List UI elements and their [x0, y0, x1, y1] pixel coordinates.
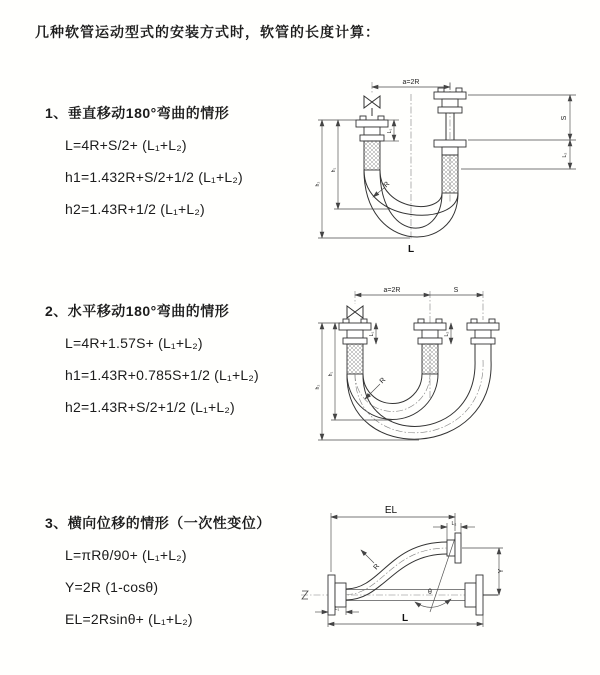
formula-l: L=4R+S/2+ (L₁+L₂) [65, 137, 187, 153]
dim-label-h1: h₁ [328, 371, 334, 377]
dim-label-l1: L₁ [334, 606, 340, 612]
dim-label-r: R [372, 562, 382, 572]
diagram-horizontal-move-180-bend [300, 280, 600, 460]
diagram-vertical-move-180-bend [300, 70, 600, 260]
dim-label-r: R [378, 376, 388, 386]
dim-label-theta: θ [428, 589, 432, 596]
dim-label-a2r: a=2R [383, 287, 401, 294]
right-flange [467, 319, 499, 344]
dim-label-l1: L₁ [369, 331, 375, 337]
formula-h2: h2=1.43R+S/2+1/2 (L₁+L₂) [65, 399, 235, 415]
dim-label-r: R [382, 180, 392, 190]
dim-label-s: S [561, 115, 568, 121]
formula-el: EL=2Rsinθ+ (L₁+L₂) [65, 611, 193, 627]
dim-label-l: L [407, 244, 415, 255]
dim-label-l1: L₁ [387, 128, 393, 134]
centerlines [355, 291, 483, 400]
right-flange-lower [434, 140, 466, 155]
dim-label-y: Y [498, 568, 505, 574]
left-flange [339, 319, 371, 344]
dim-label-h2: h₂ [315, 181, 321, 187]
section-3-heading: 3、横向位移的情形（一次性变位） [45, 515, 271, 531]
dim-label-h1: h₁ [331, 167, 337, 173]
left-flange [356, 116, 388, 141]
section-lateral-displacement [45, 513, 315, 635]
diagram-lateral-displacement [295, 500, 600, 650]
dim-label-el: EL [384, 505, 398, 516]
section-2-heading: 2、水平移动180°弯曲的情形 [45, 303, 230, 319]
dim-label-a2r: a=2R [402, 79, 420, 86]
dim-label-s: S [453, 287, 459, 294]
formula-l: L=4R+1.57S+ (L₁+L₂) [65, 335, 203, 351]
formula-h1: h1=1.432R+S/2+1/2 (L₁+L₂) [65, 169, 243, 185]
dimensions [315, 287, 483, 440]
formula-y: Y=2R (1-cosθ) [65, 579, 159, 595]
angle-construction [361, 538, 455, 612]
section-vertical-move [45, 103, 315, 225]
centerlines [372, 82, 450, 240]
hose [347, 344, 491, 439]
dim-label-l2: L₂ [562, 152, 568, 158]
right-flange-upper [434, 88, 466, 113]
right-pipe [475, 344, 491, 360]
formula-h1: h1=1.43R+0.785S+1/2 (L₁+L₂) [65, 367, 259, 383]
page-title: 几种软管运动型式的安装方式时，软管的长度计算： [35, 24, 380, 40]
formula-h2: h2=1.43R+1/2 (L₁+L₂) [65, 201, 205, 217]
section-1-heading: 1、垂直移动180°弯曲的情形 [45, 105, 230, 121]
valve-icon [364, 96, 380, 116]
dim-label-l2: L₂ [444, 331, 450, 337]
valve-icon [347, 306, 363, 318]
dim-label-l2: L₂ [451, 521, 457, 527]
upper-flange [447, 533, 461, 563]
dim-label-l: L [401, 613, 409, 624]
middle-flange [414, 319, 446, 344]
formula-l: L=πRθ/90+ (L₁+L₂) [65, 547, 187, 563]
dim-label-h2: h₂ [315, 384, 321, 390]
section-horizontal-move [45, 301, 315, 423]
right-flange [465, 575, 483, 615]
